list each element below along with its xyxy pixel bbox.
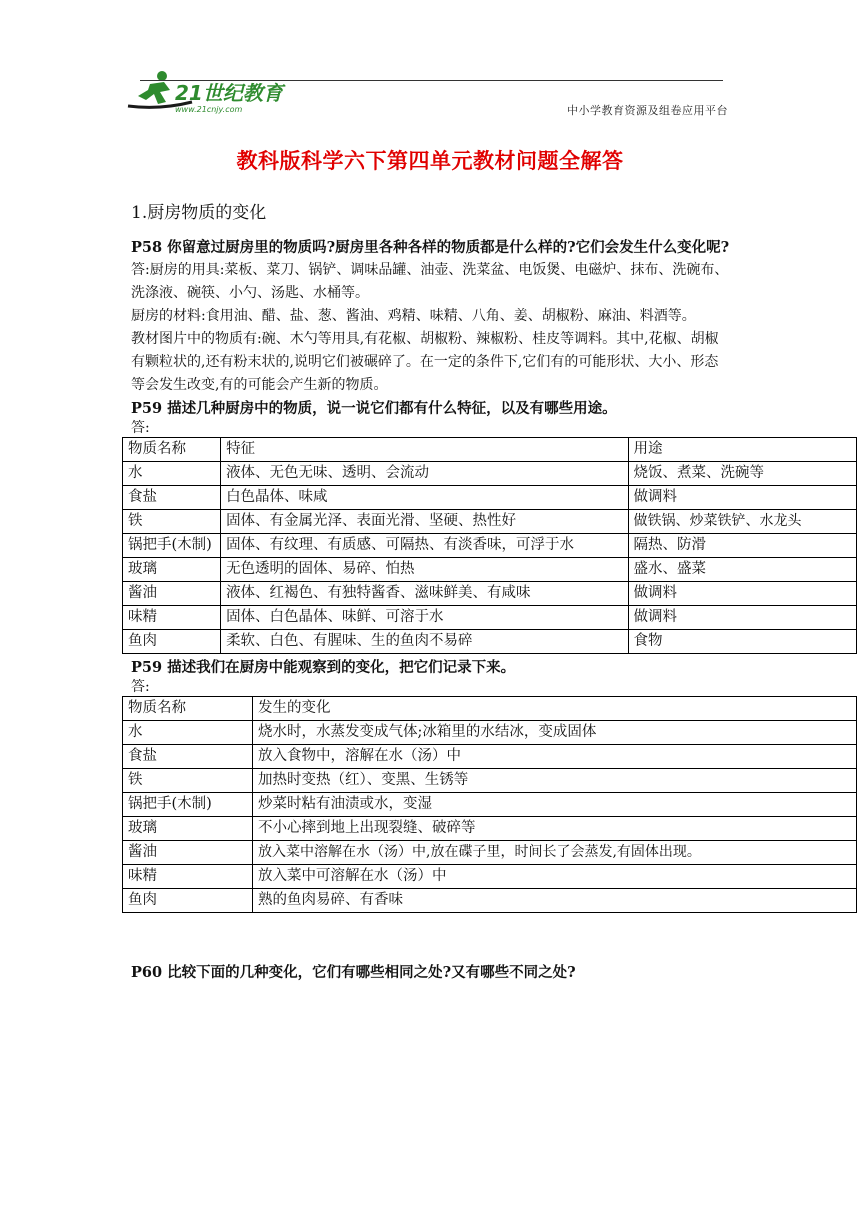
table-header-row	[123, 438, 857, 462]
table-cell: 炒菜时粘有油渍或水，变湿	[253, 793, 857, 817]
table-row	[123, 510, 857, 534]
table-cell: 玻璃	[123, 558, 221, 582]
table-cell: 固体、白色晶体、味鲜、可溶于水	[221, 606, 628, 630]
table-cell: 固体、有金属光泽、表面光滑、坚硬、热性好	[221, 510, 628, 534]
table-cell: 水	[123, 462, 221, 486]
table-cell: 无色透明的固体、易碎、怕热	[221, 558, 628, 582]
page-header	[0, 0, 860, 130]
table-row	[123, 865, 857, 889]
features-table	[122, 437, 857, 654]
table-cell: 柔软、白色、有腥味、生的鱼肉不易碎	[221, 630, 628, 654]
table-cell: 水	[123, 721, 253, 745]
question-p59-features: P59 描述几种厨房中的物质，说一说它们都有什么特征，以及有哪些用途。	[131, 400, 617, 417]
svg-text:21世纪教育: 21世纪教育	[175, 81, 283, 105]
table-cell: 熟的鱼肉易碎、有香味	[253, 889, 857, 913]
section-title: 1.厨房物质的变化	[131, 203, 267, 223]
table-row	[123, 534, 857, 558]
answer-paragraph: 答:厨房的用具:菜板、菜刀、锅铲、调味品罐、油壶、洗菜盆、电饭煲、电磁炉、抹布、洗碗布、洗涤液、碗筷、小勺、汤匙、水桶等。	[131, 262, 729, 301]
table-row	[123, 630, 857, 654]
table-cell: 味精	[123, 606, 221, 630]
table-header-cell: 发生的变化	[253, 697, 857, 721]
table-cell: 锅把手(木制)	[123, 534, 221, 558]
table-cell: 味精	[123, 865, 253, 889]
table-cell: 放入菜中溶解在水（汤）中,放在碟子里，时间长了会蒸发,有固体出现。	[253, 841, 857, 865]
table-cell: 酱油	[123, 841, 253, 865]
table-header-cell: 物质名称	[123, 438, 221, 462]
table-cell: 放入菜中可溶解在水（汤）中	[253, 865, 857, 889]
table-row	[123, 606, 857, 630]
table-row	[123, 486, 857, 510]
table-row	[123, 462, 857, 486]
table-cell: 烧饭、煮菜、洗碗等	[628, 462, 857, 486]
table-cell: 做铁锅、炒菜铁铲、水龙头	[628, 510, 857, 534]
table-row	[123, 745, 857, 769]
platform-name: 中小学教育资源及组卷应用平台	[567, 104, 728, 117]
question-p58: P58 你留意过厨房里的物质吗?厨房里各种各样的物质都是什么样的?它们会发生什么变化呢?	[131, 239, 730, 256]
question-p60: P60 比较下面的几种变化，它们有哪些相同之处?又有哪些不同之处?	[131, 964, 576, 981]
table-cell: 烧水时，水蒸发变成气体;冰箱里的水结冰，变成固体	[253, 721, 857, 745]
table-cell: 白色晶体、味咸	[221, 486, 628, 510]
table-cell: 加热时变热（红）、变黑、生锈等	[253, 769, 857, 793]
table-cell: 做调料	[628, 582, 857, 606]
answer-label: 答:	[131, 420, 150, 436]
page-title: 教科版科学六下第四单元教材问题全解答	[236, 149, 624, 173]
table-header-cell: 用途	[628, 438, 857, 462]
table-cell: 不小心摔到地上出现裂缝、破碎等	[253, 817, 857, 841]
table-cell: 酱油	[123, 582, 221, 606]
table-cell: 食物	[628, 630, 857, 654]
table-cell: 食盐	[123, 745, 253, 769]
table-row	[123, 769, 857, 793]
changes-table	[122, 696, 857, 913]
table-cell: 鱼肉	[123, 630, 221, 654]
logo-icon	[120, 66, 290, 116]
table-cell: 固体、有纹理、有质感、可隔热、有淡香味，可浮于水	[221, 534, 628, 558]
table-cell: 做调料	[628, 606, 857, 630]
answer-label: 答:	[131, 679, 150, 695]
table-row	[123, 558, 857, 582]
document-body	[128, 202, 856, 999]
table-cell: 鱼肉	[123, 889, 253, 913]
table-row	[123, 721, 857, 745]
table-cell: 做调料	[628, 486, 857, 510]
table-header-cell: 特征	[221, 438, 628, 462]
table-header-row	[123, 697, 857, 721]
table-cell: 食盐	[123, 486, 221, 510]
table-row	[123, 817, 857, 841]
svg-text:www.21cnjy.com: www.21cnjy.com	[175, 105, 243, 114]
table-header-cell: 物质名称	[123, 697, 253, 721]
table-cell: 玻璃	[123, 817, 253, 841]
table-row	[123, 582, 857, 606]
table-cell: 盛水、盛菜	[628, 558, 857, 582]
table-cell: 铁	[123, 510, 221, 534]
question-p59-changes: P59 描述我们在厨房中能观察到的变化，把它们记录下来。	[131, 659, 516, 676]
answer-paragraph: 教材图片中的物质有:碗、木勺等用具,有花椒、胡椒粉、辣椒粉、桂皮等调料。其中,花椒、胡椒有颗粒状的,还有粉末状的,说明它们被碾碎了。在一定的条件下,它们有的可能形状、大小、形态等会发生改变,有的可能会产生新的物质。	[131, 331, 719, 393]
table-cell: 隔热、防滑	[628, 534, 857, 558]
table-row	[123, 841, 857, 865]
logo	[120, 66, 290, 116]
table-cell: 锅把手(木制)	[123, 793, 253, 817]
table-cell: 液体、无色无味、透明、会流动	[221, 462, 628, 486]
table-cell: 放入食物中，溶解在水（汤）中	[253, 745, 857, 769]
table-cell: 铁	[123, 769, 253, 793]
answer-paragraph: 厨房的材料:食用油、醋、盐、葱、酱油、鸡精、味精、八角、姜、胡椒粉、麻油、料酒等。	[131, 308, 696, 324]
header-divider	[140, 80, 723, 81]
table-row	[123, 889, 857, 913]
table-cell: 液体、红褐色、有独特酱香、滋味鲜美、有咸味	[221, 582, 628, 606]
table-row	[123, 793, 857, 817]
